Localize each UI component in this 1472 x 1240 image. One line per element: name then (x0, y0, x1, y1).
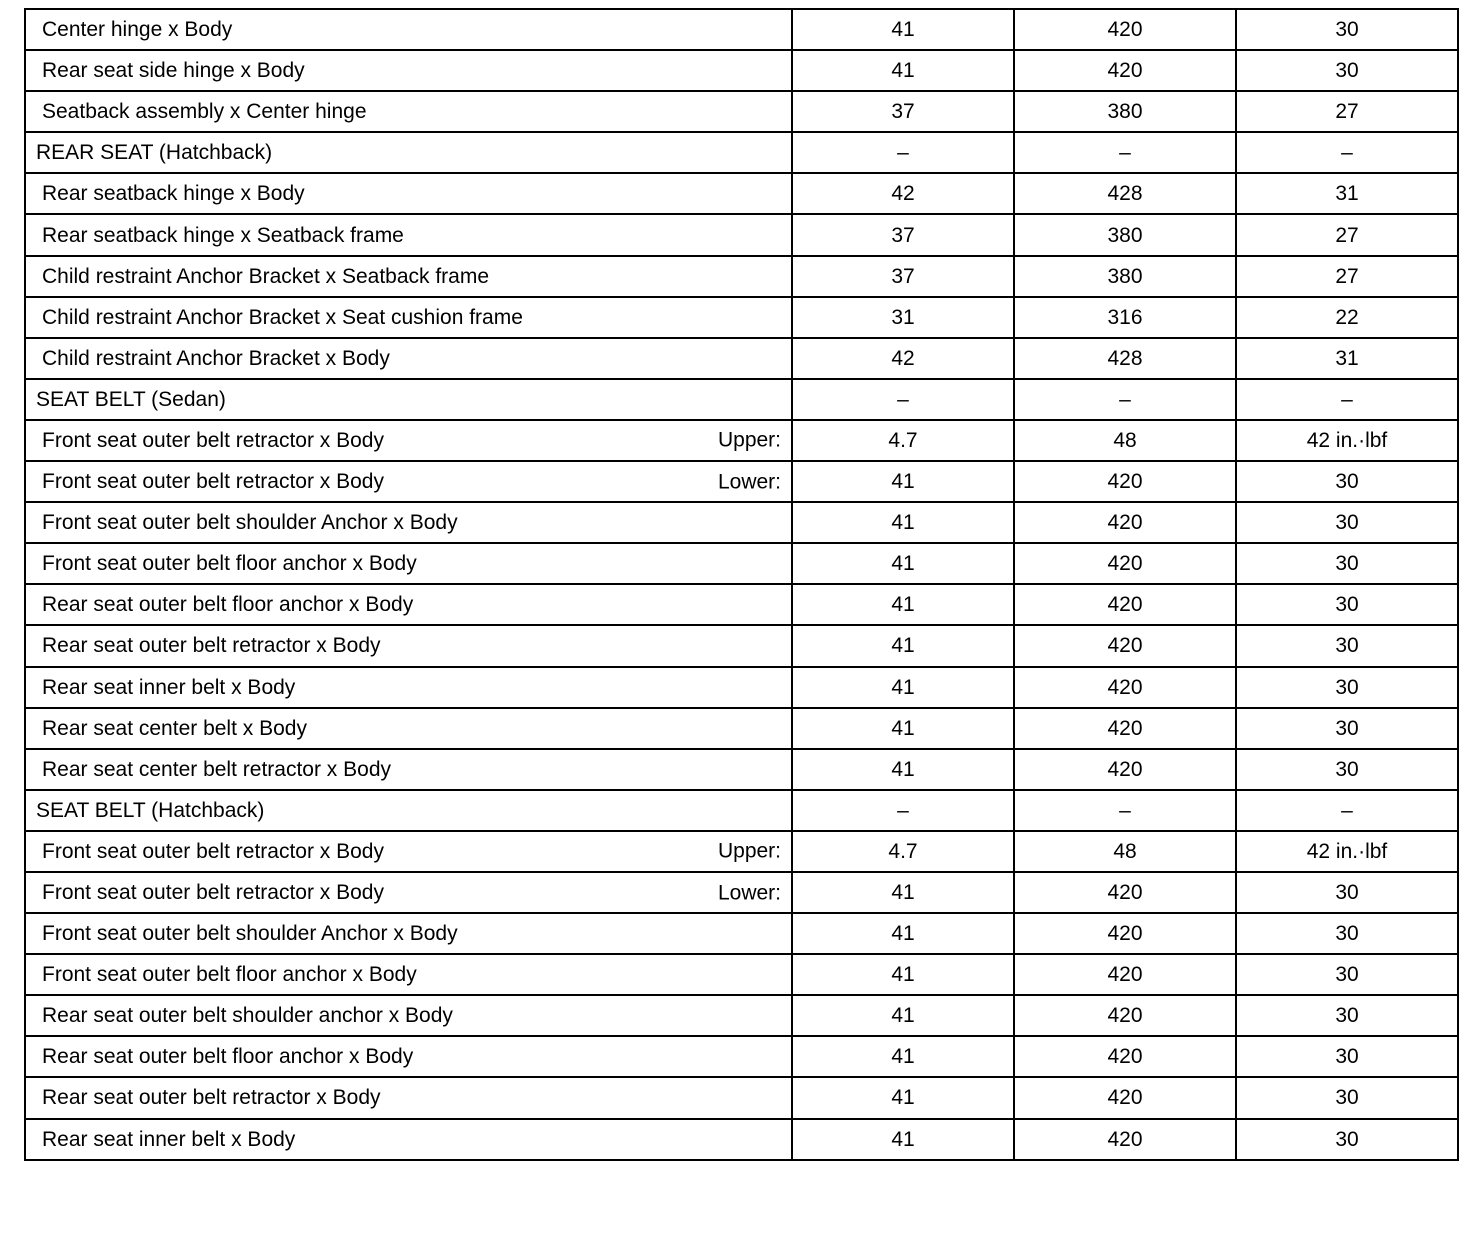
table-row (25, 1119, 1458, 1160)
torque-nm-cell: 41 (792, 9, 1014, 50)
torque-ft-lbf-cell: 30 (1236, 995, 1458, 1036)
torque-kgf-cm-cell: 420 (1014, 749, 1236, 790)
table-row (25, 667, 1458, 708)
torque-ft-lbf-cell: – (1236, 132, 1458, 173)
table-row (25, 872, 1458, 913)
part-description-cell (25, 502, 792, 543)
part-description: Rear seat inner belt x Body (42, 1127, 296, 1151)
section-title: REAR SEAT (Hatchback) (36, 141, 273, 165)
table-row (25, 420, 1458, 461)
torque-ft-lbf-cell: 30 (1236, 502, 1458, 543)
part-description: Rear seat outer belt floor anchor x Body (42, 593, 414, 617)
torque-kgf-cm-cell: 420 (1014, 1077, 1236, 1118)
torque-nm-cell: 41 (792, 749, 1014, 790)
torque-kgf-cm-cell: 420 (1014, 872, 1236, 913)
torque-ft-lbf-cell: 30 (1236, 1036, 1458, 1077)
torque-ft-lbf-cell: 30 (1236, 625, 1458, 666)
torque-nm-cell: 37 (792, 256, 1014, 297)
torque-ft-lbf-cell: – (1236, 790, 1458, 831)
table-row (25, 297, 1458, 338)
part-description: Rear seat outer belt retractor x Body (42, 634, 381, 658)
position-qualifier: Upper: (717, 839, 781, 863)
part-description-cell (25, 297, 792, 338)
torque-nm-cell: 42 (792, 173, 1014, 214)
part-description-cell (25, 9, 792, 50)
torque-nm-cell: 41 (792, 913, 1014, 954)
torque-ft-lbf-cell: 30 (1236, 461, 1458, 502)
torque-nm-cell: 41 (792, 708, 1014, 749)
torque-nm-cell: 31 (792, 297, 1014, 338)
torque-kgf-cm-cell: 420 (1014, 913, 1236, 954)
table-row (25, 9, 1458, 50)
torque-nm-cell: 41 (792, 667, 1014, 708)
torque-table-body (25, 9, 1458, 1160)
table-row (25, 954, 1458, 995)
part-description: Rear seat center belt x Body (42, 716, 307, 740)
torque-kgf-cm-cell: 420 (1014, 708, 1236, 749)
part-description: Seatback assembly x Center hinge (42, 100, 367, 124)
table-row (25, 831, 1458, 872)
torque-ft-lbf-cell: 42 in.·lbf (1236, 420, 1458, 461)
part-description-cell (25, 50, 792, 91)
torque-nm-cell: 41 (792, 543, 1014, 584)
part-description-cell (25, 543, 792, 584)
torque-kgf-cm-cell: 420 (1014, 1119, 1236, 1160)
part-description-cell (25, 1077, 792, 1118)
section-title: SEAT BELT (Hatchback) (36, 798, 265, 822)
torque-kgf-cm-cell: 420 (1014, 995, 1236, 1036)
table-row (25, 173, 1458, 214)
torque-nm-cell: 41 (792, 502, 1014, 543)
torque-nm-cell: 41 (792, 1077, 1014, 1118)
torque-ft-lbf-cell: 22 (1236, 297, 1458, 338)
torque-ft-lbf-cell: 30 (1236, 913, 1458, 954)
torque-nm-cell: 37 (792, 214, 1014, 255)
torque-ft-lbf-cell: – (1236, 379, 1458, 420)
part-description-cell (25, 132, 792, 173)
torque-kgf-cm-cell: 48 (1014, 420, 1236, 461)
torque-ft-lbf-cell: 30 (1236, 708, 1458, 749)
part-description: Rear seat inner belt x Body (42, 675, 296, 699)
table-row (25, 338, 1458, 379)
part-description: Rear seat outer belt retractor x Body (42, 1086, 381, 1110)
part-description-cell (25, 91, 792, 132)
table-row (25, 625, 1458, 666)
part-description: Child restraint Anchor Bracket x Seatback frame (42, 264, 490, 288)
table-row (25, 749, 1458, 790)
torque-ft-lbf-cell: 30 (1236, 50, 1458, 91)
torque-kgf-cm-cell: 420 (1014, 9, 1236, 50)
table-row (25, 1036, 1458, 1077)
part-description-cell (25, 667, 792, 708)
torque-nm-cell: 41 (792, 584, 1014, 625)
torque-kgf-cm-cell: 420 (1014, 50, 1236, 91)
table-row (25, 1077, 1458, 1118)
torque-kgf-cm-cell: – (1014, 379, 1236, 420)
torque-kgf-cm-cell: – (1014, 132, 1236, 173)
part-description-cell (25, 1036, 792, 1077)
part-description-cell (25, 625, 792, 666)
torque-kgf-cm-cell: 420 (1014, 543, 1236, 584)
part-description-cell (25, 173, 792, 214)
torque-kgf-cm-cell: 48 (1014, 831, 1236, 872)
torque-nm-cell: 41 (792, 50, 1014, 91)
part-description: Front seat outer belt shoulder Anchor x Body (42, 511, 458, 535)
part-description: Front seat outer belt retractor x Body (42, 881, 384, 905)
position-qualifier: Lower: (717, 470, 781, 494)
part-description-cell (25, 379, 792, 420)
section-header-row (25, 379, 1458, 420)
table-row (25, 256, 1458, 297)
part-description-cell (25, 338, 792, 379)
torque-nm-cell: 37 (792, 91, 1014, 132)
torque-kgf-cm-cell: 428 (1014, 338, 1236, 379)
torque-kgf-cm-cell: 420 (1014, 625, 1236, 666)
part-description-cell (25, 995, 792, 1036)
torque-kgf-cm-cell: 420 (1014, 584, 1236, 625)
section-title: SEAT BELT (Sedan) (36, 387, 226, 411)
part-description-cell (25, 461, 792, 502)
torque-ft-lbf-cell: 31 (1236, 338, 1458, 379)
torque-nm-cell: – (792, 790, 1014, 831)
table-row (25, 708, 1458, 749)
part-description-cell (25, 214, 792, 255)
part-description: Rear seat outer belt floor anchor x Body (42, 1045, 414, 1069)
torque-nm-cell: 41 (792, 995, 1014, 1036)
torque-nm-cell: 41 (792, 625, 1014, 666)
torque-ft-lbf-cell: 42 in.·lbf (1236, 831, 1458, 872)
part-description: Rear seat outer belt shoulder anchor x Body (42, 1004, 453, 1028)
part-description: Child restraint Anchor Bracket x Body (42, 346, 390, 370)
torque-nm-cell: – (792, 379, 1014, 420)
torque-spec-table (24, 8, 1459, 1161)
torque-ft-lbf-cell: 30 (1236, 584, 1458, 625)
torque-kgf-cm-cell: 420 (1014, 954, 1236, 995)
part-description-cell (25, 708, 792, 749)
part-description-cell (25, 872, 792, 913)
table-row (25, 543, 1458, 584)
torque-nm-cell: – (792, 132, 1014, 173)
torque-kgf-cm-cell: 380 (1014, 91, 1236, 132)
part-description: Front seat outer belt floor anchor x Body (42, 552, 417, 576)
torque-ft-lbf-cell: 27 (1236, 91, 1458, 132)
torque-ft-lbf-cell: 30 (1236, 954, 1458, 995)
torque-ft-lbf-cell: 30 (1236, 749, 1458, 790)
torque-ft-lbf-cell: 27 (1236, 214, 1458, 255)
torque-ft-lbf-cell: 30 (1236, 1119, 1458, 1160)
torque-nm-cell: 41 (792, 1036, 1014, 1077)
torque-nm-cell: 42 (792, 338, 1014, 379)
part-description: Front seat outer belt retractor x Body (42, 839, 384, 863)
table-row (25, 584, 1458, 625)
table-row (25, 214, 1458, 255)
torque-ft-lbf-cell: 30 (1236, 667, 1458, 708)
part-description-cell (25, 749, 792, 790)
part-description: Rear seat side hinge x Body (42, 59, 305, 83)
position-qualifier: Lower: (717, 881, 781, 905)
torque-kgf-cm-cell: 420 (1014, 461, 1236, 502)
torque-kgf-cm-cell: 420 (1014, 502, 1236, 543)
torque-ft-lbf-cell: 30 (1236, 9, 1458, 50)
part-description: Front seat outer belt retractor x Body (42, 470, 384, 494)
part-description-cell (25, 1119, 792, 1160)
torque-kgf-cm-cell: 428 (1014, 173, 1236, 214)
section-header-row (25, 790, 1458, 831)
part-description: Front seat outer belt retractor x Body (42, 428, 384, 452)
part-description-cell (25, 256, 792, 297)
torque-kgf-cm-cell: 380 (1014, 256, 1236, 297)
table-row (25, 461, 1458, 502)
table-row (25, 502, 1458, 543)
part-description-cell (25, 790, 792, 831)
section-header-row (25, 132, 1458, 173)
torque-nm-cell: 41 (792, 461, 1014, 502)
part-description-cell (25, 420, 792, 461)
torque-nm-cell: 4.7 (792, 420, 1014, 461)
torque-ft-lbf-cell: 31 (1236, 173, 1458, 214)
torque-ft-lbf-cell: 30 (1236, 543, 1458, 584)
part-description-cell (25, 913, 792, 954)
torque-nm-cell: 41 (792, 872, 1014, 913)
torque-kgf-cm-cell: – (1014, 790, 1236, 831)
part-description: Rear seat center belt retractor x Body (42, 757, 391, 781)
part-description-cell (25, 954, 792, 995)
torque-nm-cell: 41 (792, 954, 1014, 995)
part-description-cell (25, 831, 792, 872)
table-row (25, 91, 1458, 132)
part-description: Rear seatback hinge x Seatback frame (42, 223, 404, 247)
torque-kgf-cm-cell: 316 (1014, 297, 1236, 338)
part-description-cell (25, 584, 792, 625)
position-qualifier: Upper: (717, 428, 781, 452)
table-row (25, 50, 1458, 91)
table-row (25, 995, 1458, 1036)
table-row (25, 913, 1458, 954)
torque-ft-lbf-cell: 30 (1236, 1077, 1458, 1118)
part-description: Rear seatback hinge x Body (42, 182, 305, 206)
part-description: Center hinge x Body (42, 18, 233, 42)
torque-ft-lbf-cell: 30 (1236, 872, 1458, 913)
part-description: Front seat outer belt floor anchor x Body (42, 963, 417, 987)
part-description: Child restraint Anchor Bracket x Seat cushion frame (42, 305, 523, 329)
torque-kgf-cm-cell: 420 (1014, 667, 1236, 708)
torque-kgf-cm-cell: 420 (1014, 1036, 1236, 1077)
part-description: Front seat outer belt shoulder Anchor x Body (42, 922, 458, 946)
torque-nm-cell: 4.7 (792, 831, 1014, 872)
torque-nm-cell: 41 (792, 1119, 1014, 1160)
torque-kgf-cm-cell: 380 (1014, 214, 1236, 255)
torque-ft-lbf-cell: 27 (1236, 256, 1458, 297)
